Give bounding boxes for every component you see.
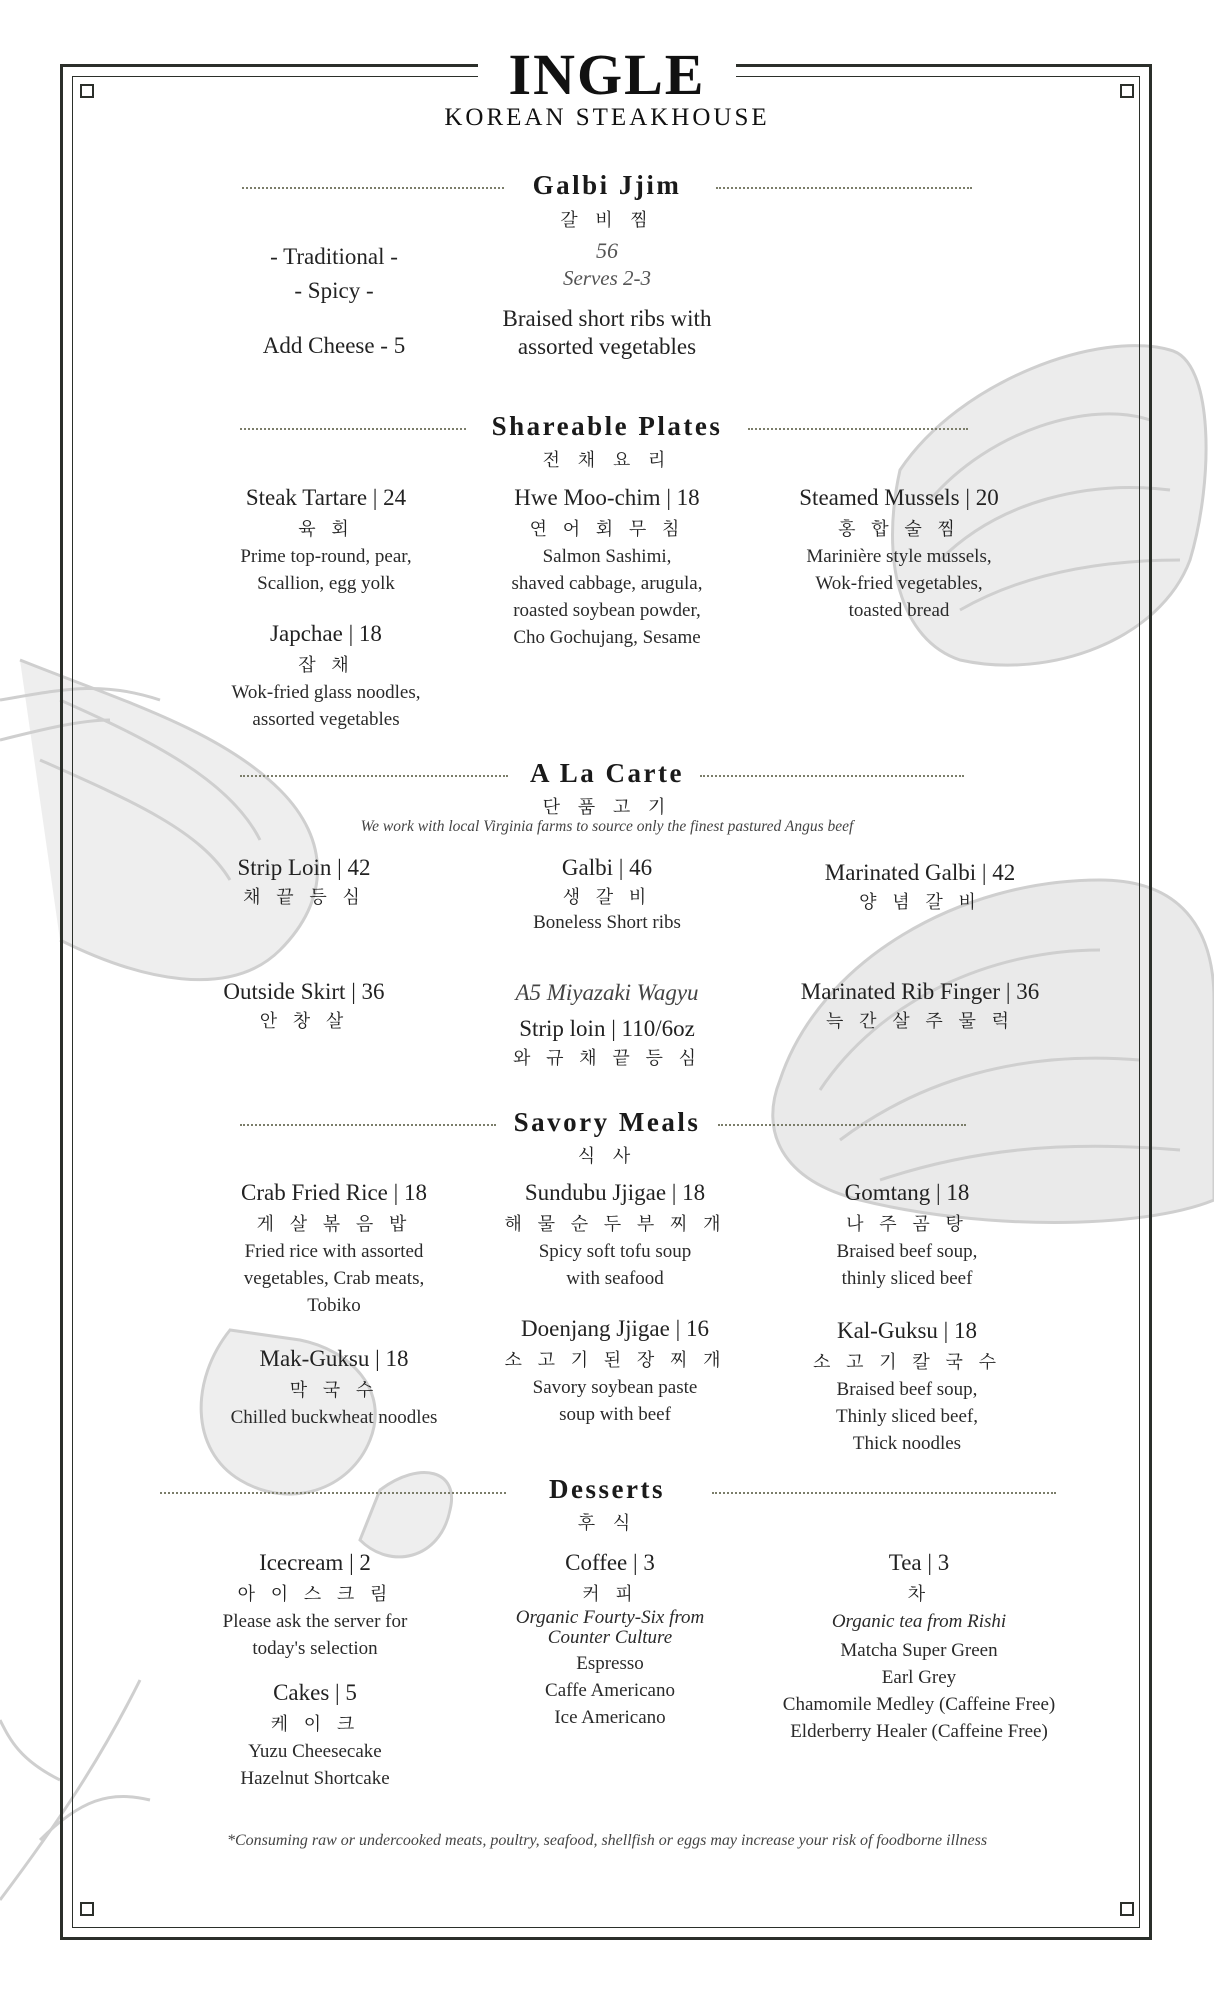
item-description: Marinière style mussels, xyxy=(806,546,992,567)
item-description: with seafood xyxy=(566,1268,664,1289)
item-name: Crab Fried Rice | 18 xyxy=(240,1180,427,1205)
item-korean: 생 갈 비 xyxy=(562,887,652,908)
item-name: Mak-Guksu | 18 xyxy=(259,1346,409,1371)
menu-item-kal-guksu xyxy=(766,1318,1048,1457)
item-description: shaved cabbage, arugula, xyxy=(511,573,703,594)
menu-item-cakes xyxy=(150,1680,480,1792)
menu-item-japchae xyxy=(186,621,466,733)
menu-item-steamed-mussels xyxy=(758,485,1040,624)
item-korean: 연 어 회 무 침 xyxy=(529,519,685,540)
item-description: roasted soybean powder, xyxy=(513,600,701,621)
item-description: Thick noodles xyxy=(852,1433,962,1454)
menu-item-doenjang-jjigae xyxy=(474,1316,756,1428)
galbi-jjim-price: 56 xyxy=(596,238,618,263)
restaurant-subtitle: KOREAN STEAKHOUSE xyxy=(444,104,770,131)
item-option: Ice Americano xyxy=(554,1707,666,1728)
item-name: Strip loin | 110/6oz xyxy=(519,1016,695,1041)
item-name: Icecream | 2 xyxy=(259,1550,371,1575)
item-description: Hazelnut Shortcake xyxy=(240,1768,390,1789)
item-name: Steak Tartare | 24 xyxy=(245,485,407,510)
menu-item-steak-tartare xyxy=(186,485,466,597)
item-description: soup with beef xyxy=(559,1404,671,1425)
item-korean: 나 주 곰 탕 xyxy=(846,1214,968,1235)
menu-item-marinated-galbi xyxy=(770,860,1070,914)
item-description: Savory soybean paste xyxy=(532,1377,698,1398)
item-korean: 케 이 크 xyxy=(270,1714,360,1735)
item-description: Prime top-round, pear, xyxy=(240,546,412,567)
item-description: Please ask the server for xyxy=(222,1611,408,1632)
menu-item-icecream xyxy=(150,1550,480,1662)
item-korean: 소 고 기 칼 국 수 xyxy=(813,1352,1001,1373)
item-name: Strip Loin | 42 xyxy=(237,855,371,880)
item-option: Chamomile Medley (Caffeine Free) xyxy=(782,1694,1056,1715)
section-title-savory-meals: Savory Meals xyxy=(513,1107,701,1137)
item-description: assorted vegetables xyxy=(252,709,400,730)
item-name: Steamed Mussels | 20 xyxy=(799,485,999,510)
item-korean: 채 끝 등 심 xyxy=(243,887,365,908)
item-name: Marinated Rib Finger | 36 xyxy=(800,979,1040,1004)
item-name: Kal-Guksu | 18 xyxy=(836,1318,978,1343)
item-description: toasted bread xyxy=(848,600,950,621)
item-name: Marinated Galbi | 42 xyxy=(824,860,1016,885)
section-korean-savory-meals: 식 사 xyxy=(577,1146,637,1167)
galbi-jjim-description-line: Braised short ribs with xyxy=(502,306,712,331)
menu-item-a5-wagyu xyxy=(466,980,748,1070)
item-korean: 양 념 갈 비 xyxy=(859,892,981,913)
item-korean: 아 이 스 크 림 xyxy=(237,1584,393,1605)
item-description: Braised beef soup, xyxy=(836,1241,978,1262)
section-korean-shareable-plates: 전 채 요 리 xyxy=(542,450,672,471)
item-korean: 게 살 볶 음 밥 xyxy=(256,1214,412,1235)
menu-item-sundubu-jjigae xyxy=(474,1180,756,1292)
item-name: Gomtang | 18 xyxy=(844,1180,970,1205)
item-option: Elderberry Healer (Caffeine Free) xyxy=(790,1721,1048,1742)
menu-item-tea xyxy=(746,1550,1092,1745)
menu-item-hwe-moo-chim xyxy=(466,485,748,651)
item-name: Japchae | 18 xyxy=(270,621,382,646)
item-description: Yuzu Cheesecake xyxy=(248,1741,382,1762)
section-korean-galbi-jjim: 갈 비 찜 xyxy=(560,210,654,231)
item-description: Salmon Sashimi, xyxy=(542,546,672,567)
item-korean: 홍 합 술 찜 xyxy=(838,519,960,540)
item-description: vegetables, Crab meats, xyxy=(243,1268,425,1289)
section-korean-desserts: 후 식 xyxy=(577,1513,637,1534)
item-option: Caffe Americano xyxy=(545,1680,675,1701)
item-name: Doenjang Jjigae | 16 xyxy=(521,1316,709,1341)
menu-item-gomtang xyxy=(766,1180,1048,1292)
item-option: Earl Grey xyxy=(881,1667,957,1688)
frame-corner-ornament xyxy=(1120,1902,1134,1916)
menu-item-galbi xyxy=(466,855,748,936)
section-title-desserts: Desserts xyxy=(549,1474,665,1504)
item-korean: 해 물 순 두 부 찌 개 xyxy=(504,1214,726,1235)
item-description: Tobiko xyxy=(307,1295,361,1316)
item-name: Sundubu Jjigae | 18 xyxy=(524,1180,706,1205)
frame-corner-ornament xyxy=(80,1902,94,1916)
item-name: Hwe Moo-chim | 18 xyxy=(514,485,700,510)
section-note-angus-beef: We work with local Virginia farms to source only the finest pastured Angus beef xyxy=(360,818,854,835)
menu-item-crab-fried-rice xyxy=(194,1180,474,1319)
item-name: Outside Skirt | 36 xyxy=(223,979,385,1004)
item-description: Fried rice with assorted xyxy=(244,1241,424,1262)
galbi-jjim-option-traditional: - Traditional - xyxy=(270,244,398,269)
section-title-a-la-carte: A La Carte xyxy=(530,758,684,788)
item-label: A5 Miyazaki Wagyu xyxy=(515,980,699,1005)
item-description: Cho Gochujang, Sesame xyxy=(513,627,701,648)
item-korean: 늑 간 살 주 물 럭 xyxy=(826,1011,1014,1032)
item-description: Thinly sliced beef, xyxy=(836,1406,978,1427)
item-name: Galbi | 46 xyxy=(561,855,653,880)
item-description: Spicy soft tofu soup xyxy=(538,1241,692,1262)
item-description: thinly sliced beef xyxy=(841,1268,973,1289)
item-korean: 안 창 살 xyxy=(259,1011,349,1032)
menu-item-outside-skirt xyxy=(164,979,444,1033)
section-title-shareable-plates: Shareable Plates xyxy=(491,411,723,441)
item-note: Counter Culture xyxy=(547,1627,673,1648)
item-description: Braised beef soup, xyxy=(836,1379,978,1400)
galbi-jjim-add-cheese: Add Cheese - 5 xyxy=(262,333,406,358)
item-option: Matcha Super Green xyxy=(840,1640,998,1661)
menu-item-strip-loin xyxy=(164,855,444,909)
item-note: Organic tea from Rishi xyxy=(831,1611,1007,1632)
item-description: today's selection xyxy=(252,1638,378,1659)
item-option: Espresso xyxy=(576,1653,644,1674)
item-korean: 막 국 수 xyxy=(289,1380,379,1401)
item-description: Chilled buckwheat noodles xyxy=(230,1407,438,1428)
item-description: Wok-fried vegetables, xyxy=(815,573,983,594)
item-korean: 커 피 xyxy=(582,1584,638,1605)
item-note: Organic Fourty-Six from xyxy=(515,1607,705,1628)
item-description: Boneless Short ribs xyxy=(533,912,681,933)
item-name: Tea | 3 xyxy=(888,1550,950,1575)
item-korean: 육 회 xyxy=(298,519,354,540)
section-title-galbi-jjim: Galbi Jjim xyxy=(532,170,682,200)
galbi-jjim-description-line: assorted vegetables xyxy=(517,334,697,359)
section-korean-a-la-carte: 단 품 고 기 xyxy=(542,797,672,818)
item-name: Cakes | 5 xyxy=(273,1680,357,1705)
galbi-jjim-option-spicy: - Spicy - xyxy=(294,278,374,303)
item-name: Coffee | 3 xyxy=(565,1550,655,1575)
menu-item-marinated-rib-finger xyxy=(760,979,1080,1033)
menu-item-coffee xyxy=(470,1550,750,1731)
item-korean: 와 규 채 끝 등 심 xyxy=(513,1048,701,1069)
item-description: Scallion, egg yolk xyxy=(257,573,395,594)
item-description: Wok-fried glass noodles, xyxy=(231,682,421,703)
item-korean: 차 xyxy=(907,1584,931,1605)
galbi-jjim-serves: Serves 2-3 xyxy=(562,266,652,290)
item-korean: 소 고 기 된 장 찌 개 xyxy=(504,1350,726,1371)
footer-disclaimer: *Consuming raw or undercooked meats, poultry, seafood, shellfish or eggs may increase your risk of foodborne illness xyxy=(226,1832,988,1849)
item-korean: 잡 채 xyxy=(298,655,354,676)
menu-item-mak-guksu xyxy=(194,1346,474,1431)
restaurant-name: INGLE xyxy=(508,42,706,107)
